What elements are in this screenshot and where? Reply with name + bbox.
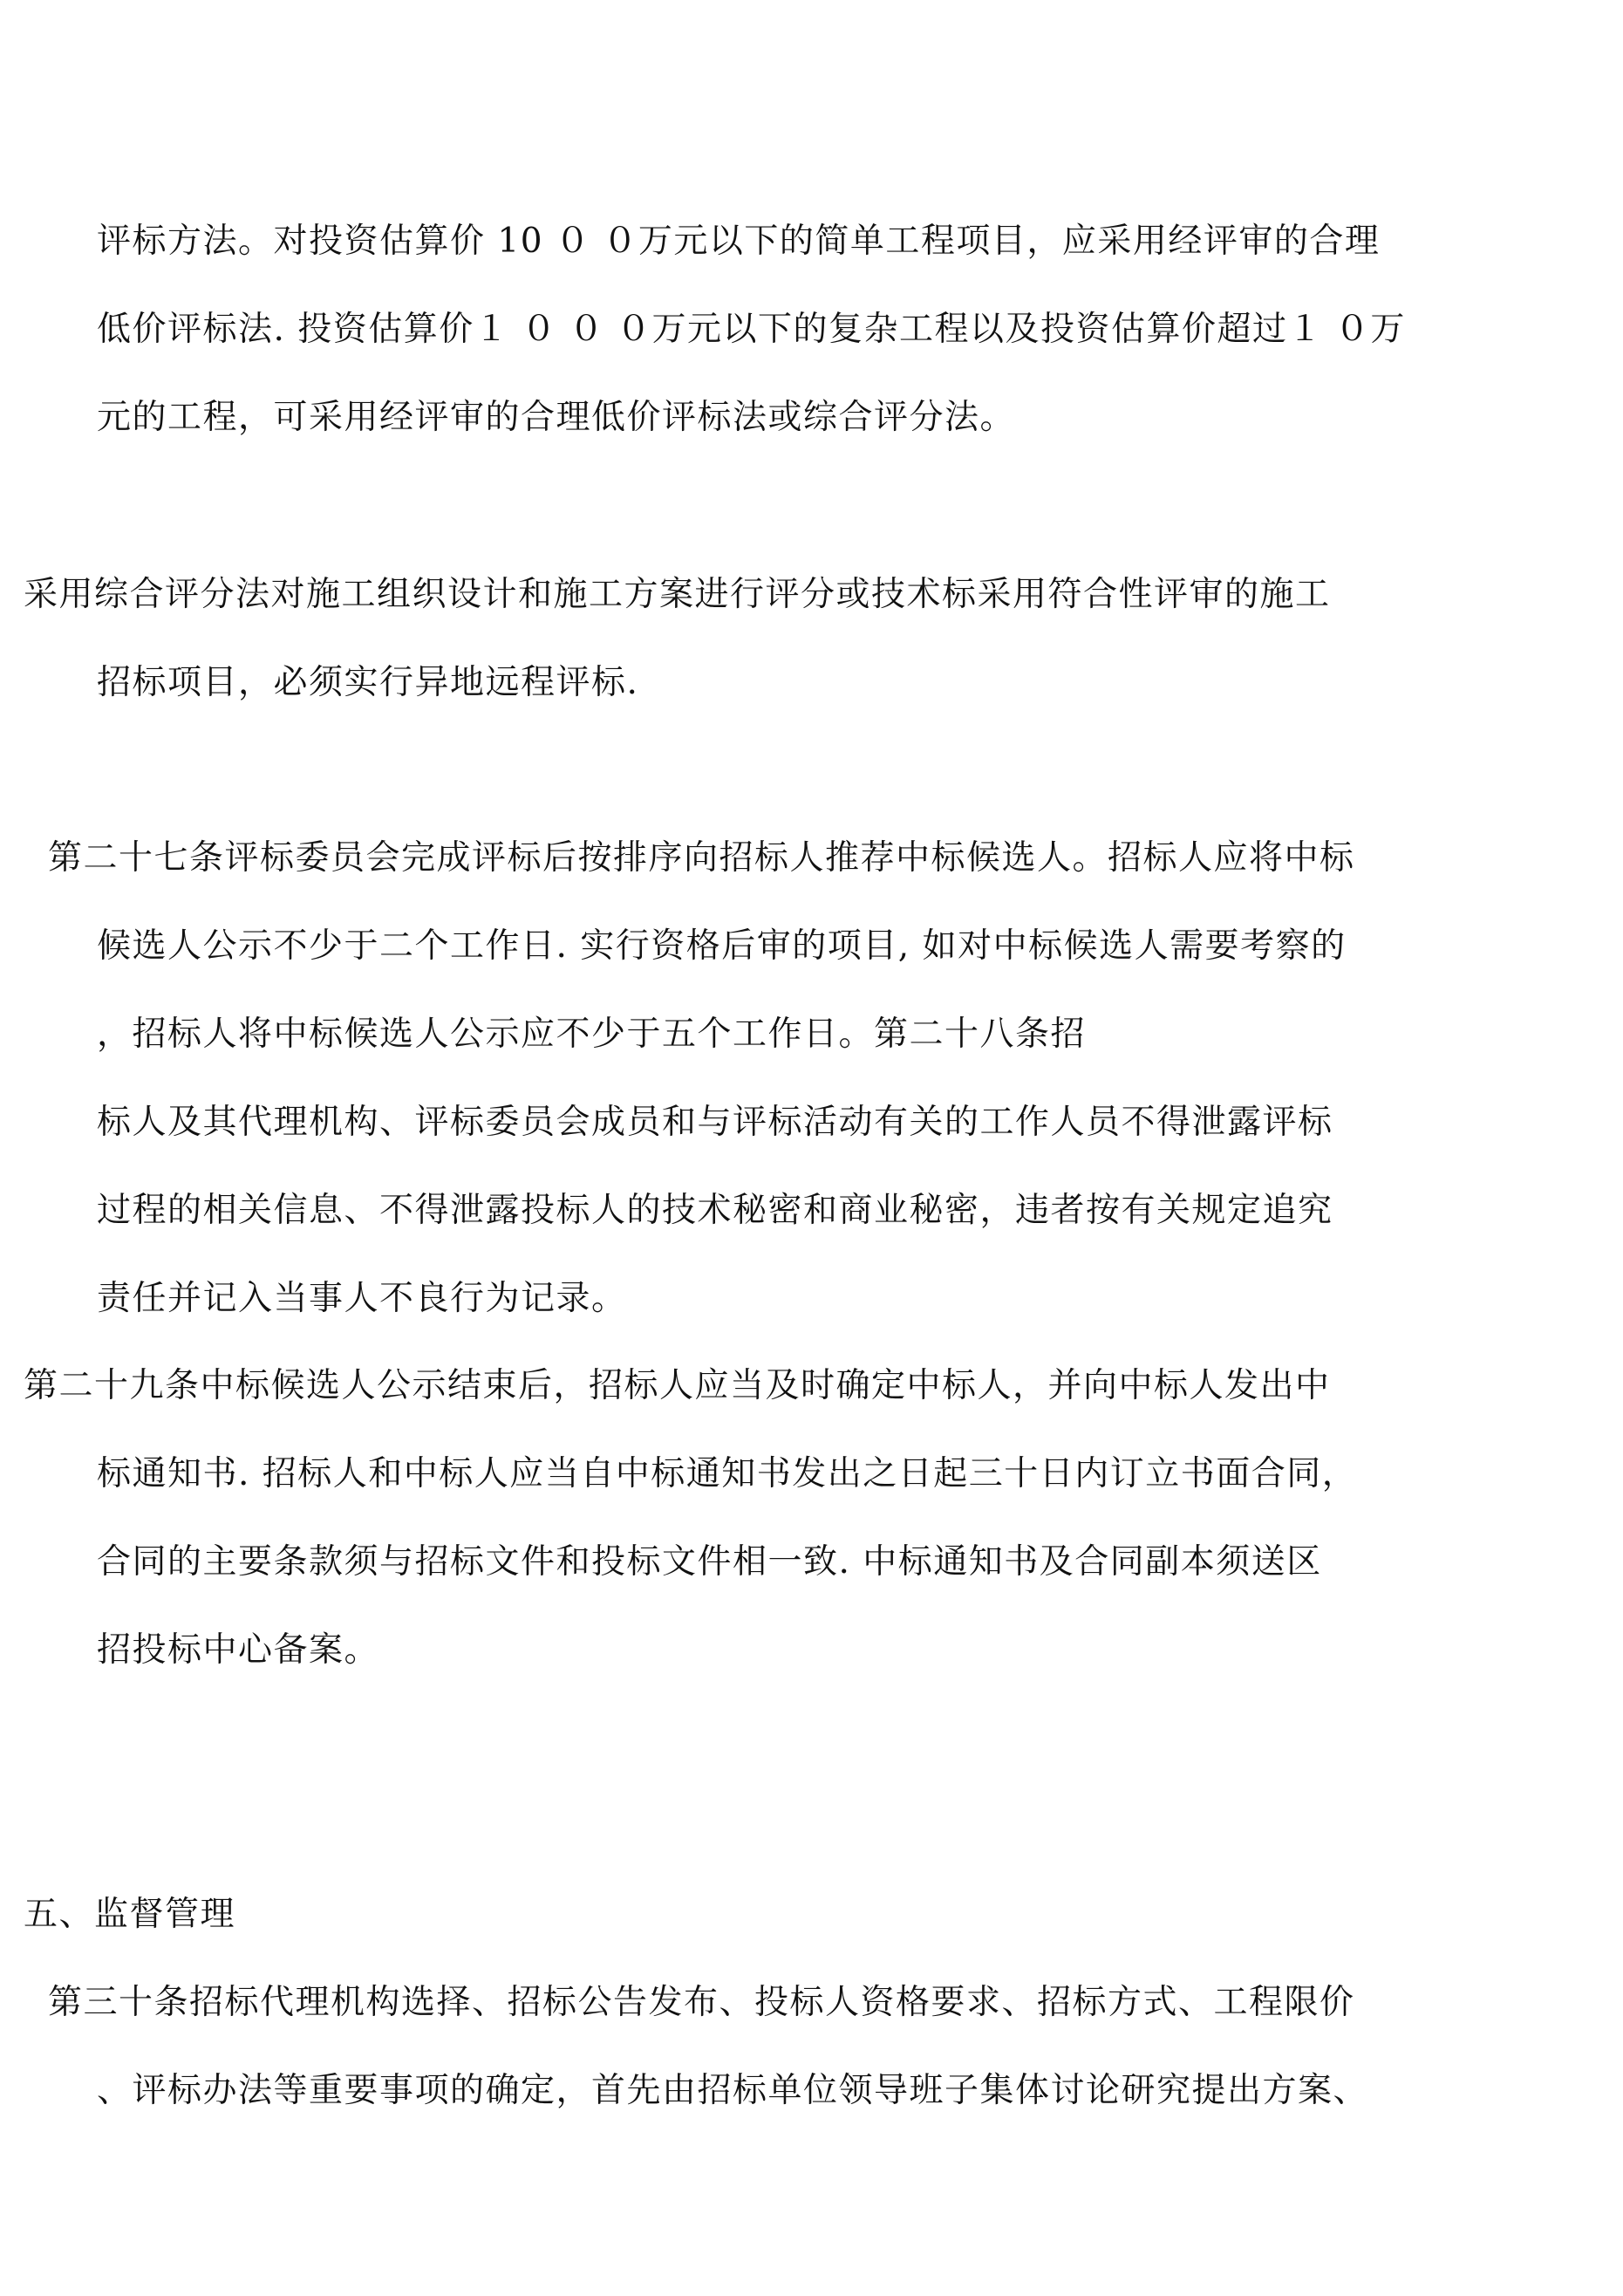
- text-line: 、评标办法等重要事项的确定，首先由招标单位领导班子集体讨论研究提出方案、: [97, 2071, 1369, 2110]
- text-line: 采用综合评分法对施工组织设计和施工方案进行评分或技术标采用符合性评审的施工: [24, 575, 1331, 614]
- text-line: 候选人公示不少于二个工作日. 实行资格后审的项目, 如对中标候选人需要考察的: [97, 926, 1347, 966]
- text-line: 第三十条招标代理机构选择、招标公告发布、投标人资格要求、招标方式、工程限价: [48, 1983, 1355, 2022]
- text-line: 第二十九条中标候选人公示结束后，招标人应当及时确定中标人，并向中标人发出中: [24, 1366, 1331, 1405]
- text-line: 评标方法。对投资估算价 10 ０ ０万元以下的简单工程项目，应采用经评审的合理: [97, 222, 1381, 261]
- text-line: 招标项目，必须实行异地远程评标.: [97, 663, 639, 702]
- text-line: 过程的相关信息、不得泄露投标人的技术秘密和商业秘密，违者按有关规定追究: [97, 1191, 1333, 1230]
- text-line: 元的工程，可采用经评审的合理低价评标法或综合评分法。: [97, 398, 1016, 437]
- text-line: 标人及其代理机构、评标委员会成员和与评标活动有关的工作人员不得泄露评标: [97, 1103, 1333, 1142]
- text-line: ，招标人将中标候选人公示应不少于五个工作日。第二十八条招: [97, 1015, 1087, 1054]
- text-line: 招投标中心备案。: [97, 1630, 380, 1670]
- text-line: 标通知书. 招标人和中标人应当自中标通知书发出之日起三十日内订立书面合同，: [97, 1454, 1358, 1493]
- text-line: 低价评标法. 投资估算价１ ０ ０ ０万元以下的复杂工程以及投资估算价超过１ ０万: [97, 310, 1406, 349]
- section-heading: 五、监督管理: [24, 1895, 236, 1934]
- text-line: 合同的主要条款须与招标文件和投标文件相一致. 中标通知书及合同副本须送区: [97, 1542, 1322, 1582]
- text-line: 责任并记入当事人不良行为记录。: [97, 1279, 627, 1318]
- text-line: 第二十七条评标委员会完成评标后按排序向招标人推荐中标候选人。招标人应将中标: [48, 838, 1355, 878]
